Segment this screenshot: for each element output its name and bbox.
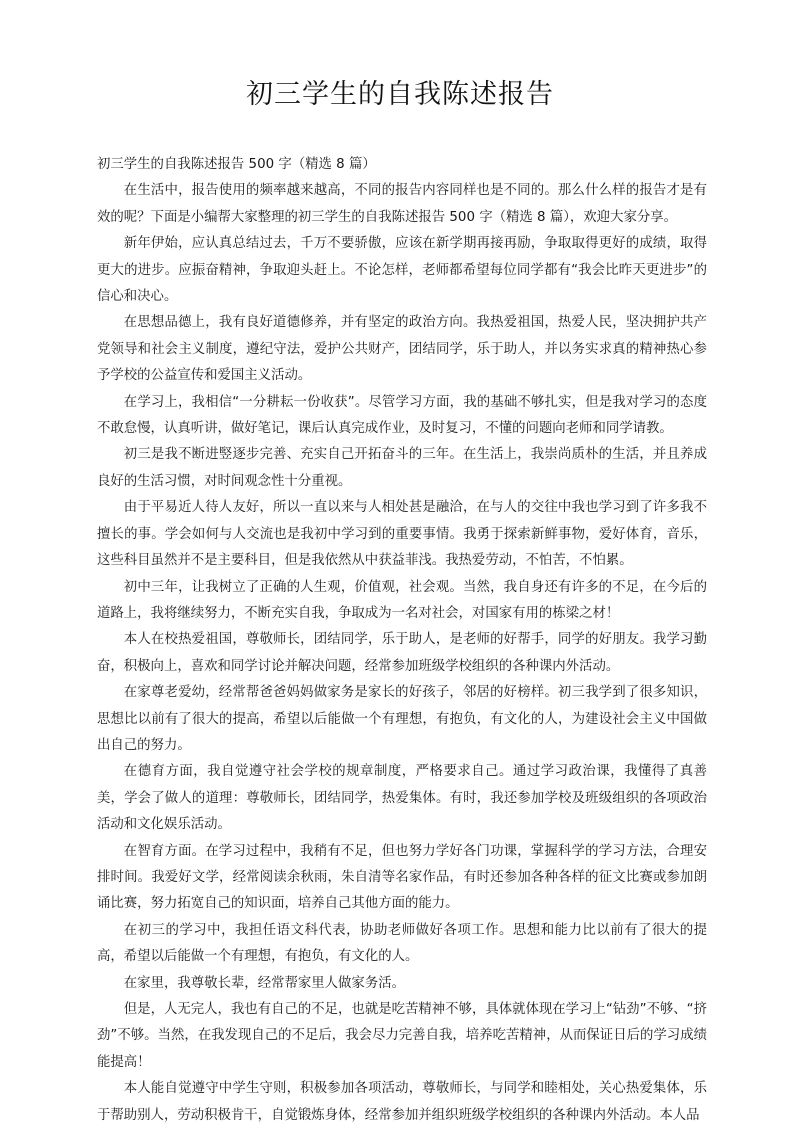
paragraph-at-school: 本人在校热爱祖国，尊敬师长，团结同学，乐于助人，是老师的好帮手，同学的好朋友。我学习勤奋，积极向上，喜欢和同学讨论并解决问题，经常参加班级学校组织的各种课内外活动。	[97, 632, 707, 674]
paragraph-at-home: 在家尊老爱幼，经常帮爸爸妈妈做家务是家长的好孩子，邻居的好榜样。初三我学到了很多知识，思想比以前有了很大的提高，希望以后能做一个有理想，有抱负，有文化的人，为建设社会主义中国做出自己的努力。	[97, 685, 707, 753]
paragraph-study: 在学习上，我相信“一分耕耘一份收获”。尽管学习方面，我的基础不够扎实，但是我对学习的态度不敢怠慢，认真听讲，做好笔记，课后认真完成作业，及时复习，不懂的问题向老师和同学请教。	[97, 394, 707, 437]
paragraph-family: 在家里，我尊敬长辈，经常帮家里人做家务活。	[123, 975, 405, 991]
paragraph-moral-education: 在德育方面，我自觉遵守社会学校的规章制度，严格要求自己。通过学习政治课，我懂得了真善美，学会了做人的道理：尊敬师长，团结同学，热爱集体。有时，我还参加学校及班级组织的各项政治活动和文化娱乐活动。	[97, 764, 707, 833]
paragraph-new-year: 新年伊始，应认真总结过去，千万不要骄傲，应该在新学期再接再励，争取取得更好的成绩，取得更大的进步。应振奋精神，争取迎头赶上。不论怎样，老师都希望每位同学都有“我会比昨天更进步”的信心和决心。	[97, 236, 707, 305]
paragraph-intro: 在生活中，报告使用的频率越来越高，不同的报告内容同样也是不同的。那么什么样的报告才是有效的呢？下面是小编帮大家整理的初三学生的自我陈述报告 500 字（精选 8 篇），欢迎大家分享。	[97, 183, 707, 225]
paragraph-moral: 在思想品德上，我有良好道德修养，并有坚定的政治方向。我热爱祖国，热爱人民，坚决拥护共产党领导和社会主义制度，遵纪守法，爱护公共财产，团结同学，乐于助人，并以务实求真的精神热心参予学校的公益宣传和爱国主义活动。	[97, 315, 707, 384]
document-subtitle: 初三学生的自我陈述报告 500 字（精选 8 篇）	[97, 157, 376, 172]
paragraph-friendly: 由于平易近人待人友好，所以一直以来与人相处甚是融洽，在与人的交往中我也学习到了许多我不擅长的事。学会如何与人交流也是我初中学习到的重要事情。我勇于探索新鲜事物，爱好体育，音乐，这些科目虽然并不是主要科目，但是我依然从中获益菲浅。我热爱劳动，不怕苦，不怕累。	[97, 500, 707, 569]
document-body	[97, 152, 707, 1129]
paragraph-representative: 在初三的学习中，我担任语文科代表，协助老师做好各项工作。思想和能力比以前有了很大的提高，希望以后能做一个有理想，有抱负，有文化的人。	[97, 922, 707, 965]
paragraph-intellectual: 在智育方面。在学习过程中，我稍有不足，但也努力学好各门功课，掌握科学的学习方法，合理安排时间。我爱好文学，经常阅读余秋雨，朱自清等名家作品，有时还参加各种各样的征文比赛或参加朗诵比赛，努力拓宽自己的知识面，培养自己其他方面的能力。	[97, 843, 707, 912]
paragraph-shortcomings: 但是，人无完人，我也有自己的不足，也就是吃苦精神不够，具体就体现在学习上“钻劲”不够、“挤劲”不够。当然，在我发现自己的不足后，我会尽力完善自我，培养吃苦精神，从而保证日后的学习成绩能提高！	[97, 1002, 708, 1070]
document-title: 初三学生的自我陈述报告	[246, 79, 554, 110]
paragraph-conduct: 本人能自觉遵守中学生守则，积极参加各项活动，尊敬师长，与同学和睦相处，关心热爱集体，乐于帮助别人，劳动积极肯干，自觉锻炼身体，经常参加并组织班级学校组织的各种课内外活动。本人品	[97, 1081, 707, 1123]
paragraph-three-years: 初中三年，让我树立了正确的人生观，价值观，社会观。当然，我自身还有许多的不足，在今后的道路上，我将继续努力，不断充实自我，争取成为一名对社会，对国家有用的栋梁之材！	[97, 579, 707, 621]
paragraph-grade-three: 初三是我不断进竪逐步完善、充实自己开拓奋斗的三年。在生活上，我崇尚质朴的生活，并且养成良好的生活习惯，对时间观念性十分重视。	[97, 447, 707, 489]
